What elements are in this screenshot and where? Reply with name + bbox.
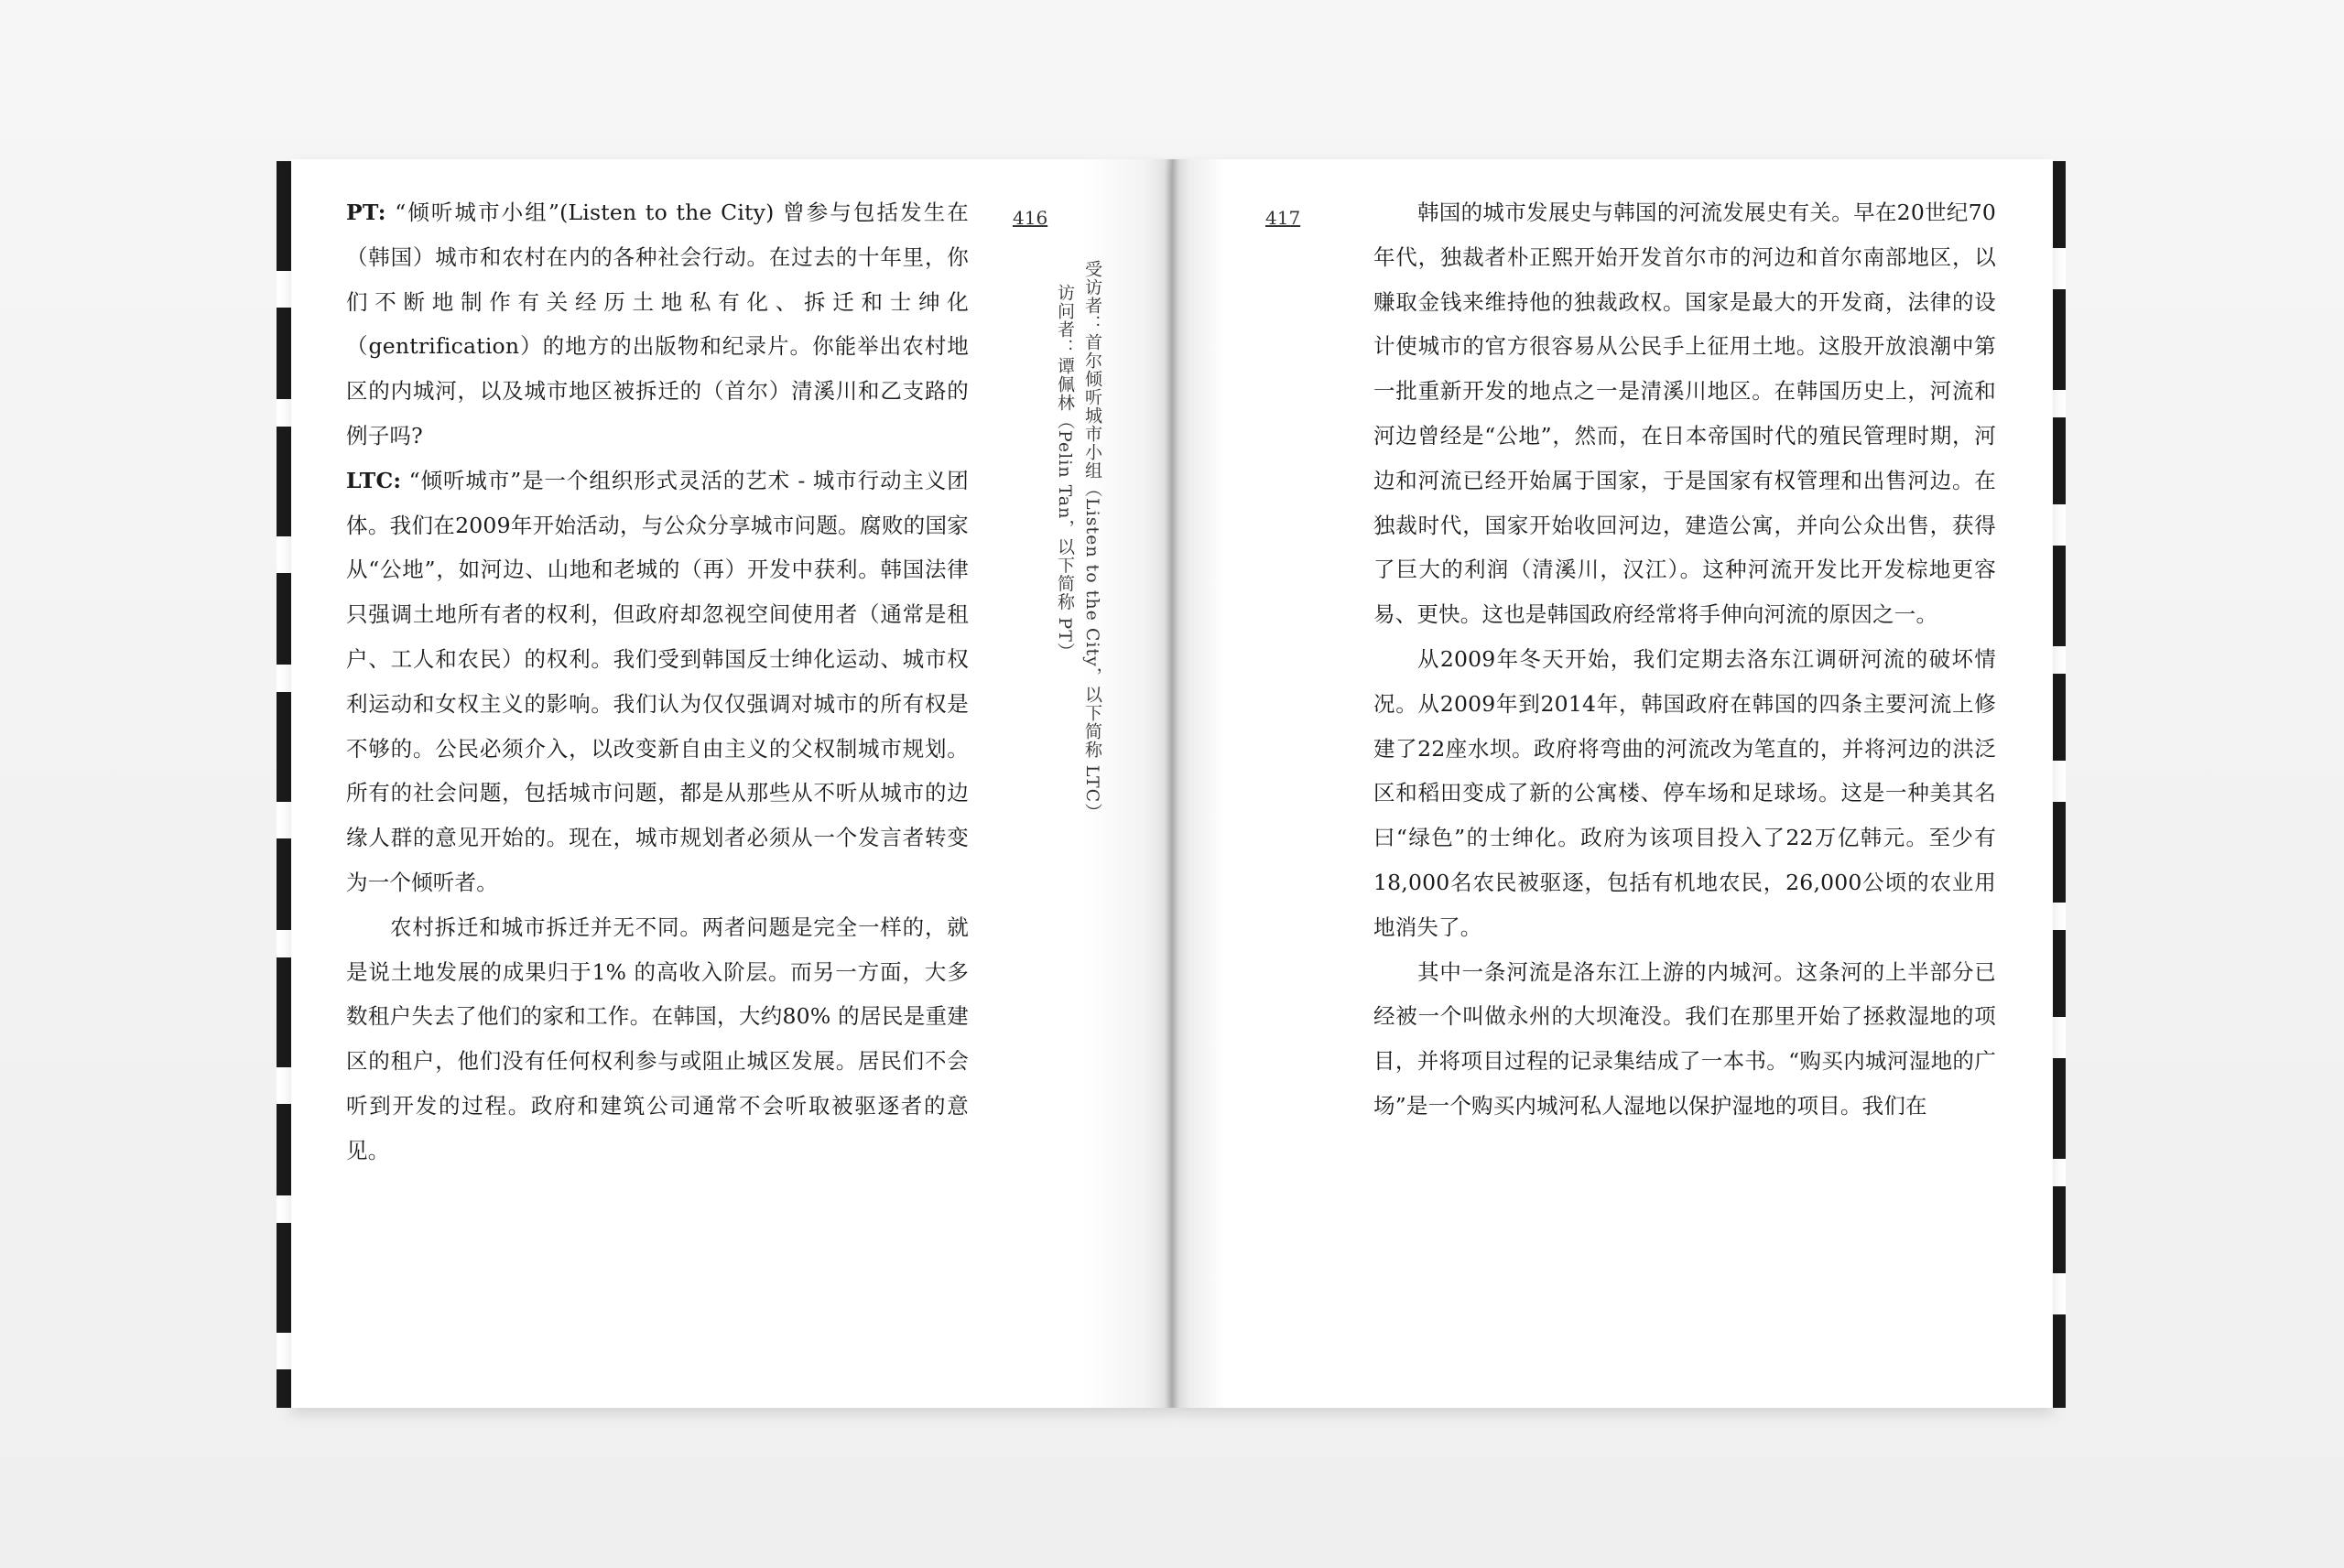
paragraph-ltc-answer <box>346 459 969 905</box>
left-page <box>291 159 1172 1408</box>
paragraph-nakdong: 从2009年冬天开始，我们定期去洛东江调研河流的破坏情况。从2009年到2014年，韩国政府在韩国的四条主要河流上修建了22座水坝。政府将弯曲的河流改为笔直的，并将河边的洪泛区和稻田变成了新的公寓楼、停车场和足球场。这是一种美其名曰“绿色”的士绅化。政府为该项目投入了22万亿韩元。至少有18,000名农民被驱逐，包括有机地农民，26,000公顷的农业用地消失了。 <box>1373 645 1996 940</box>
speaker-label-ltc: LTC: <box>346 467 402 493</box>
right-page-body <box>1373 190 1996 1129</box>
paragraph-river-history: 韩国的城市发展史与韩国的河流发展史有关。早在20世纪70年代，独裁者朴正熙开始开发首尔市的河边和首尔南部地区，以赚取金钱来维持他的独裁政权。国家是最大的开发商，法律的设计使城市的官方很容易从公民手上征用土地。这股开放浪潮中第一批重新开发的地点之一是清溪川地区。在韩国历史上，河流和河边曾经是“公地”，然而，在日本帝国时代的殖民管理时期，河边和河流已经开始属于国家，于是国家有权管理和出售河边。在独裁时代，国家开始收回河边，建造公寓，并向公众出售，获得了巨大的利润（清溪川，汉江）。这种河流开发比开发棕地更容易、更快。这也是韩国政府经常将手伸向河流的原因之一。 <box>1373 200 1996 628</box>
speaker-label-pt: PT: <box>346 200 386 225</box>
right-page <box>1172 159 2053 1408</box>
page-number-right: 417 <box>1265 207 1301 229</box>
left-page-edge <box>277 161 291 1408</box>
left-page-body <box>346 190 969 1173</box>
side-note-interviewer: 访问者：谭佩林（Pelin Tan，以下简称 PT） <box>1055 284 1075 661</box>
vertical-side-note <box>1051 260 1106 1267</box>
paragraph-text: “倾听城市”是一个组织形式灵活的艺术 - 城市行动主义团体。我们在2009年开始活动，与公众分享城市问题。腐败的国家从“公地”，如河边、山地和老城的（再）开发中获利。韩国法律只强调土地所有者的权利，但政府却忽视空间使用者（通常是租户、工人和农民）的权利。我们受到韩国反士绅化运动、城市权利运动和女权主义的影响。我们认为仅仅强调对城市的所有权是不够的。公民必须介入，以改变新自由主义的父权制城市规划。所有的社会问题，包括城市问题，都是从那些从不听从城市的边缘人群的意见开始的。现在，城市规划者必须从一个发言者转变为一个倾听者。 <box>346 467 969 895</box>
side-note-interviewee: 受访者：首尔倾听城市小组（Listen to the City，以下简称 LTC） <box>1082 260 1102 822</box>
paragraph-naeseongcheon: 其中一条河流是洛东江上游的内城河。这条河的上半部分已经被一个叫做永州的大坝淹没。我们在那里开始了拯救湿地的项目，并将项目过程的记录集结成了一本书。“购买内城河湿地的广场”是一个购买内城河私人湿地以保护湿地的项目。我们在 <box>1373 958 1996 1119</box>
paragraph-pt-question <box>346 190 969 459</box>
book-gutter <box>1165 159 1179 1408</box>
paragraph-rural-urban: 农村拆迁和城市拆迁并无不同。两者问题是完全一样的，就是说土地发展的成果归于1% 的高收入阶层。而另一方面，大多数租户失去了他们的家和工作。在韩国，大约80% 的居民是重建区的租户，他们没有任何权利参与或阻止城区发展。居民们不会听到开发的过程。政府和建筑公司通常不会听取被驱逐者的意见。 <box>346 914 969 1163</box>
page-number-left: 416 <box>1013 207 1048 229</box>
right-page-edge <box>2051 161 2066 1408</box>
paragraph-text: “倾听城市小组”(Listen to the City) 曾参与包括发生在（韩国）城市和农村在内的各种社会行动。在过去的十年里，你们不断地制作有关经历土地私有化、拆迁和士绅化（gentrification）的地方的出版物和纪录片。你能举出农村地区的内城河，以及城市地区被拆迁的（首尔）清溪川和乙支路的例子吗? <box>346 200 970 449</box>
